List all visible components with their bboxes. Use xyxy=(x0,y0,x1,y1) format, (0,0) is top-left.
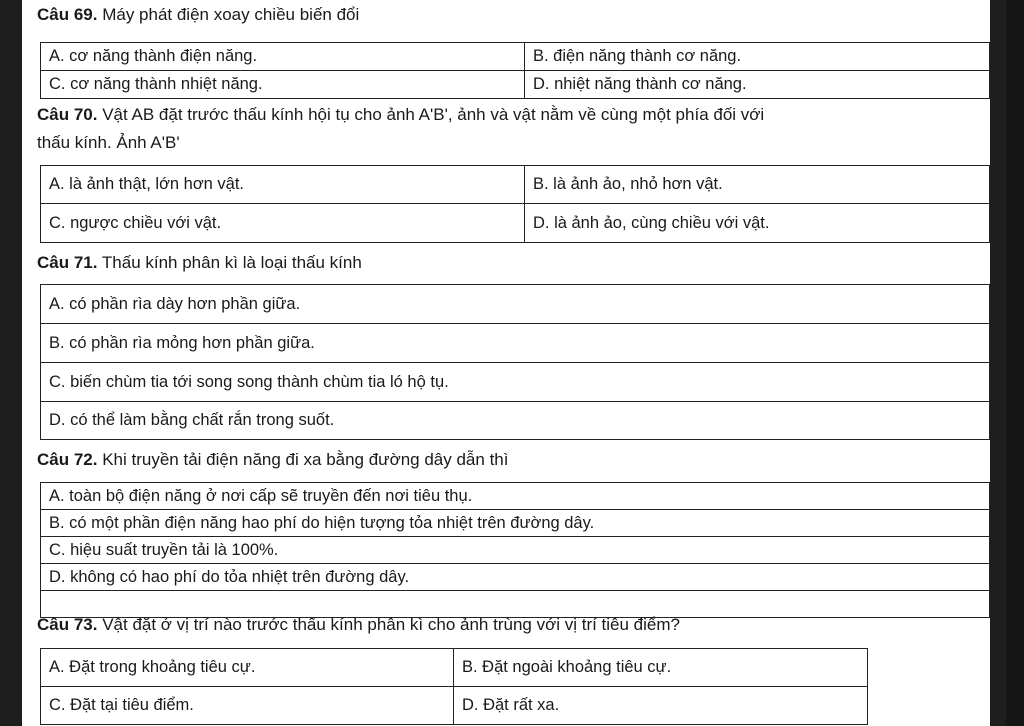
answers-table-73 xyxy=(40,648,868,725)
q70-option-b: B. là ảnh ảo, nhỏ hơn vật. xyxy=(525,166,990,204)
question-72-number: Câu 72. xyxy=(37,450,98,469)
question-73 xyxy=(37,614,680,635)
question-73-number: Câu 73. xyxy=(37,615,98,634)
question-72-text: Khi truyền tải điện năng đi xa bằng đường dây dẫn thì xyxy=(97,450,509,469)
question-71 xyxy=(37,252,362,273)
q71-option-a: A. có phần rìa dày hơn phần giữa. xyxy=(41,285,990,324)
q69-option-a: A. cơ năng thành điện năng. xyxy=(41,43,525,71)
question-71-text: Thấu kính phân kì là loại thấu kính xyxy=(97,253,362,272)
q72-option-d: D. không có hao phí do tỏa nhiệt trên đường dây. xyxy=(41,564,990,591)
q71-option-c: C. biến chùm tia tới song song thành chùm tia ló hộ tụ. xyxy=(41,363,990,402)
question-70-text-line1: Vật AB đặt trước thấu kính hội tụ cho ảnh A'B', ảnh và vật nằm về cùng một phía đối với xyxy=(97,105,765,124)
question-70-text-line2: thấu kính. Ảnh A'B' xyxy=(37,133,180,152)
question-71-number: Câu 71. xyxy=(37,253,98,272)
q73-option-b: B. Đặt ngoài khoảng tiêu cự. xyxy=(454,649,868,687)
answers-table-71 xyxy=(40,284,990,440)
question-70-line2 xyxy=(37,132,180,153)
answers-table-70 xyxy=(40,165,990,243)
q71-option-d: D. có thể làm bằng chất rắn trong suốt. xyxy=(41,402,990,440)
q69-option-c: C. cơ năng thành nhiệt năng. xyxy=(41,71,525,99)
question-70-number: Câu 70. xyxy=(37,105,98,124)
question-73-text: Vật đặt ở vị trí nào trước thấu kính phân kì cho ảnh trùng với vị trí tiêu điểm? xyxy=(97,615,680,634)
q69-option-d: D. nhiệt năng thành cơ năng. xyxy=(525,71,990,99)
answers-table-69 xyxy=(40,42,990,99)
q70-option-c: C. ngược chiều với vật. xyxy=(41,204,525,243)
q70-option-d: D. là ảnh ảo, cùng chiều với vật. xyxy=(525,204,990,243)
question-72 xyxy=(37,449,508,470)
question-70 xyxy=(37,104,764,125)
q70-option-a: A. là ảnh thật, lớn hơn vật. xyxy=(41,166,525,204)
q73-option-a: A. Đặt trong khoảng tiêu cự. xyxy=(41,649,454,687)
question-69-number: Câu 69. xyxy=(37,5,98,24)
q72-option-a: A. toàn bộ điện năng ở nơi cấp sẽ truyền đến nơi tiêu thụ. xyxy=(41,483,990,510)
answers-table-72 xyxy=(40,482,990,618)
q72-option-b: B. có một phần điện năng hao phí do hiện tượng tỏa nhiệt trên đường dây. xyxy=(41,510,990,537)
q72-option-c: C. hiệu suất truyền tải là 100%. xyxy=(41,537,990,564)
q71-option-b: B. có phần rìa mỏng hơn phần giữa. xyxy=(41,324,990,363)
q73-option-d: D. Đặt rất xa. xyxy=(454,687,868,725)
q73-option-c: C. Đặt tại tiêu điểm. xyxy=(41,687,454,725)
question-69-text: Máy phát điện xoay chiều biến đổi xyxy=(97,5,360,24)
question-69 xyxy=(37,4,359,25)
document-page xyxy=(22,0,990,726)
q69-option-b: B. điện năng thành cơ năng. xyxy=(525,43,990,71)
screen-border xyxy=(1006,0,1024,726)
